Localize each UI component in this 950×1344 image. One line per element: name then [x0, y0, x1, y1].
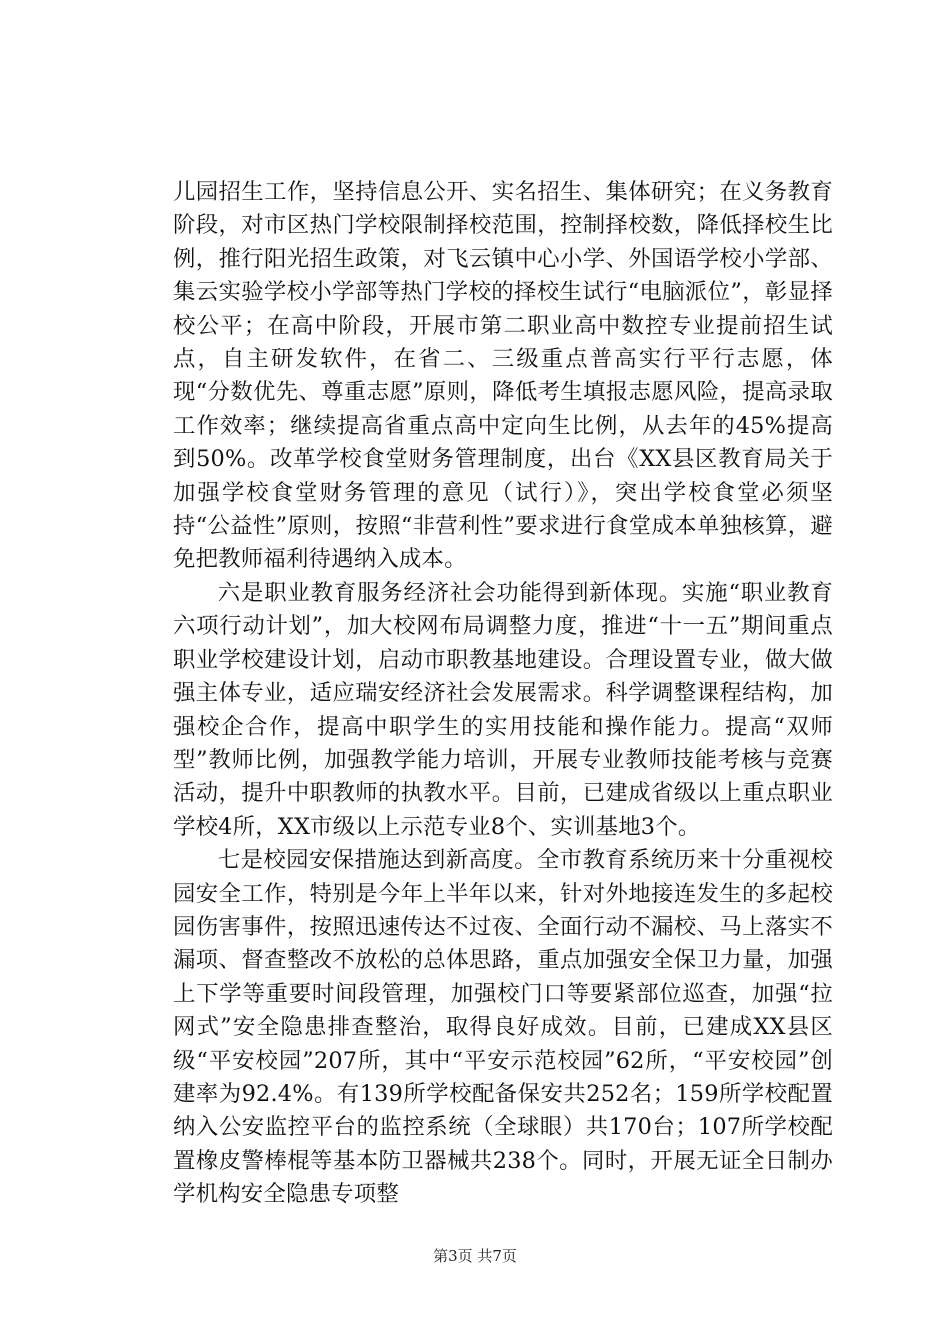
- page-number-footer: 第3页 共7页: [433, 1247, 517, 1265]
- paragraph-2: 六是职业教育服务经济社会功能得到新体现。实施“职业教育六项行动计划”，加大校网布局调整力度，推进“十一五”期间重点职业学校建设计划，启动市职教基地建设。合理设置专业，做大做强主体专业，适应瑞安经济社会发展需求。科学调整课程结构，加强校企合作，提高中职学生的实用技能和操作能力。提高“双师型”教师比例，加强教学能力培训，开展专业教师技能考核与竞赛活动，提升中职教师的执教水平。目前，已建成省级以上重点职业学校4所，XX市级以上示范专业8个、实训基地3个。: [173, 579, 833, 840]
- paragraph-3: 七是校园安保措施达到新高度。全市教育系统历来十分重视校园安全工作，特别是今年上半年以来，针对外地接连发生的多起校园伤害事件，按照迅速传达不过夜、全面行动不漏校、马上落实不漏项、督查整改不放松的总体思路，重点加强安全保卫力量，加强上下学等重要时间段管理，加强校门口等要紧部位巡查，加强“拉网式”安全隐患排查整治，取得良好成效。目前，已建成XX县区级“平安校园”207所，其中“平安示范校园”62所，“平安校园”创建率为92.4%。有139所学校配备保安共252名；159所学校配置纳入公安监控平台的监控系统（全球眼）共170台；107所学校配置橡皮警棒棍等基本防卫器械共238个。同时，开展无证全日制办学机构安全隐患专项整: [173, 847, 833, 1208]
- document-body: [173, 176, 833, 1212]
- paragraph-1: 儿园招生工作，坚持信息公开、实名招生、集体研究；在义务教育阶段，对市区热门学校限制择校范围，控制择校数，降低择校生比例，推行阳光招生政策，对飞云镇中心小学、外国语学校小学部、集云实验学校小学部等热门学校的择校生试行“电脑派位”，彰显择校公平；在高中阶段，开展市第二职业高中数控专业提前招生试点，自主研发软件，在省二、三级重点普高实行平行志愿，体现“分数优先、尊重志愿”原则，降低考生填报志愿风险，提高录取工作效率；继续提高省重点高中定向生比例，从去年的45%提高到50%。改革学校食堂财务管理制度，出台《XX县区教育局关于加强学校食堂财务管理的意见（试行）》，突出学校食堂必须坚持“公益性”原则，按照“非营利性”要求进行食堂成本单独核算，避免把教师福利待遇纳入成本。: [173, 179, 833, 573]
